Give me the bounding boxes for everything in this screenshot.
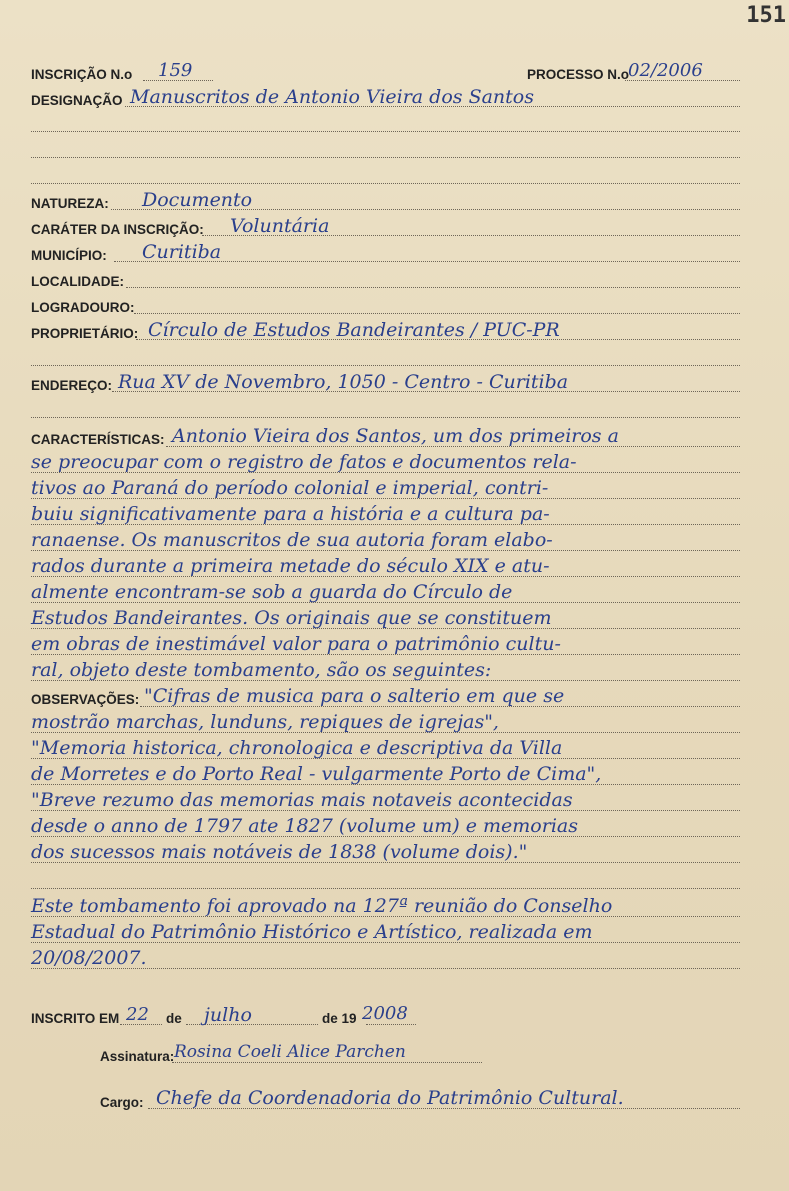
carater-label: CARÁTER DA INSCRIÇÃO: [31,222,204,237]
municipio-label: MUNICÍPIO: [31,248,107,263]
caracteristicas-line: em obras de inestimável valor para o patrimônio cultu- [31,633,561,655]
localidade-label: LOCALIDADE: [31,274,124,289]
designacao-label: DESIGNAÇÃO [31,93,123,108]
inscrito-ano-value: 2008 [362,1003,408,1024]
municipio-value: Curitiba [142,241,222,263]
logradouro-label: LOGRADOURO: [31,300,135,315]
caracteristicas-line: ranaense. Os manuscritos de sua autoria foram elabo- [31,529,553,551]
signature: Rosina Coeli Alice Parchen [174,1042,406,1062]
de-19-label: de 19 [322,1011,357,1026]
blank-rule [31,131,740,132]
observacoes-line: mostrão marchas, lunduns, repiques de igrejas", [31,711,499,733]
caracteristicas-line: se preocupar com o registro de fatos e documentos rela- [31,451,577,473]
designacao-value: Manuscritos de Antonio Vieira dos Santos [130,86,534,108]
page-number: 151 [746,3,786,28]
natureza-value: Documento [142,189,253,211]
blank-rule [31,417,740,418]
processo-value: 02/2006 [628,60,703,81]
caracteristicas-line: Estudos Bandeirantes. Os originais que se constituem [31,607,552,629]
inscrito-mes-value: julho [204,1004,252,1026]
localidade-rule [126,287,740,288]
observacoes-line: desde o anno de 1797 ate 1827 (volume um) e memorias [31,815,578,837]
endereco-value: Rua XV de Novembro, 1050 - Centro - Curitiba [118,371,569,393]
observacoes-line: dos sucessos mais notáveis de 1838 (volume dois)." [31,841,528,863]
caracteristicas-line: tivos ao Paraná do período colonial e imperial, contri- [31,477,549,499]
cargo-label: Cargo: [100,1095,144,1110]
nota-line: 20/08/2007. [31,947,147,969]
inscrito-label: INSCRITO EM [31,1011,120,1026]
caracteristicas-line: ral, objeto deste tombamento, são os seguintes: [31,659,492,681]
observacoes-line: de Morretes e do Porto Real - vulgarmente Porto de Cima", [31,763,602,785]
caracteristicas-line: almente encontram-se sob a guarda do Círculo de [31,581,513,603]
nota-line: Este tombamento foi aprovado na 127ª reunião do Conselho [31,895,613,917]
cargo-value: Chefe da Coordenadoria do Patrimônio Cultural. [156,1087,624,1109]
inscricao-label: INSCRIÇÃO N.o [31,67,133,82]
processo-label: PROCESSO N.o [527,67,630,82]
proprietario-value: Círculo de Estudos Bandeirantes / PUC-PR [148,319,560,341]
caracteristicas-line: rados durante a primeira metade do século XIX e atu- [31,555,550,577]
blank-rule [31,183,740,184]
inscrito-dia-value: 22 [126,1004,149,1025]
observacoes-line: "Breve rezumo das memorias mais notaveis acontecidas [31,789,573,811]
blank-rule [31,365,740,366]
observacoes-line: "Memoria historica, chronologica e descriptiva da Villa [31,737,563,759]
natureza-label: NATUREZA: [31,196,109,211]
endereco-label: ENDEREÇO: [31,378,113,393]
proprietario-label: PROPRIETÁRIO: [31,326,139,341]
observacoes-line: "Cifras de musica para o salterio em que se [144,685,565,707]
caracteristicas-label: CARACTERÍSTICAS: [31,432,165,447]
blank-rule [31,157,740,158]
carater-value: Voluntária [230,215,330,237]
logradouro-rule [134,313,740,314]
caracteristicas-line: Antonio Vieira dos Santos, um dos primeiros a [172,425,619,447]
blank-rule [31,888,740,889]
inscricao-value: 159 [158,60,193,81]
assinatura-label: Assinatura: [100,1049,175,1064]
caracteristicas-line: buiu significativamente para a história e a cultura pa- [31,503,550,525]
de-label: de [166,1011,182,1026]
nota-line: Estadual do Patrimônio Histórico e Artístico, realizada em [31,921,593,943]
observacoes-label: OBSERVAÇÕES: [31,692,140,707]
